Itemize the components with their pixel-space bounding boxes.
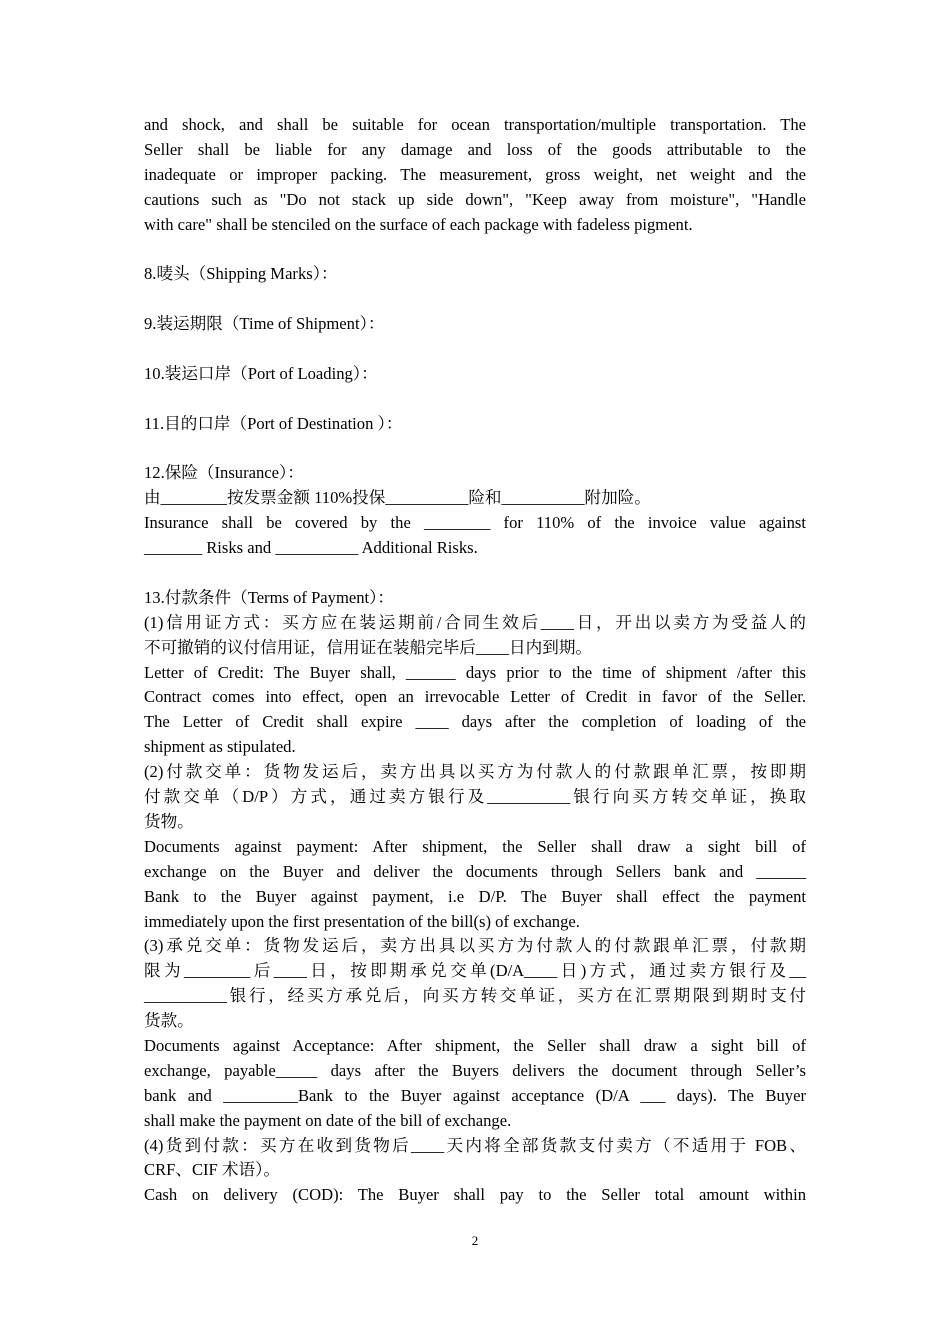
text-line: (1)信用证方式：买方应在装运期前/合同生效后____日，开出以卖方为受益人的 <box>144 612 806 632</box>
page-number: 2 <box>471 1233 479 1248</box>
text-line: __________银行，经买方承兑后，向买方转交单证，买方在汇票期限到期时支付 <box>144 986 806 1006</box>
text-line: Documents against payment: After shipment, the Seller shall draw a sight bill of <box>144 836 806 856</box>
section-heading-port-of-loading: 10.装运口岸（Port of Loading）： <box>144 363 378 383</box>
text-line: (2)付款交单：货物发运后，卖方出具以买方为付款人的付款跟单汇票，按即期 <box>144 762 806 782</box>
text-line: bank and _________Bank to the Buyer against acceptance (D/A ___ days). The Buyer <box>144 1085 806 1105</box>
text-line: 货物。 <box>144 811 194 831</box>
text-line: Insurance shall be covered by the ________ for 110% of the invoice value against <box>144 513 806 533</box>
text-line: Contract comes into effect, open an irrevocable Letter of Credit in favor of the Seller. <box>144 687 806 707</box>
text-line: with care" shall be stenciled on the surface of each package with fadeless pigment. <box>144 214 693 234</box>
packing-clause-continued <box>144 113 806 237</box>
text-line: (4)货到付款：买方在收到货物后____天内将全部货款支付卖方（不适用于 FOB、 <box>144 1135 806 1155</box>
text-line: and shock, and shall be suitable for ocean transportation/multiple transportation. The <box>144 115 806 134</box>
section-heading-shipping-marks: 8.唛头（Shipping Marks）： <box>144 264 338 284</box>
insurance-section <box>144 461 806 561</box>
text-line: 由________按发票金额 110%投保__________险和__________附加险。 <box>144 488 651 508</box>
text-line: exchange on the Buyer and deliver the documents through Sellers bank and ______ <box>144 861 806 881</box>
text-line: cautions such as "Do not stack up side down", "Keep away from moisture", "Handle <box>144 189 806 209</box>
text-line: inadequate or improper packing. The measurement, gross weight, net weight and the <box>144 164 806 184</box>
text-line: Letter of Credit: The Buyer shall, ______ days prior to the time of shipment /after this <box>144 662 806 682</box>
text-line: CRF、CIF 术语）。 <box>144 1160 281 1180</box>
text-line: _______ Risks and __________ Additional Risks. <box>144 538 478 558</box>
section-heading-terms-of-payment: 13.付款条件（Terms of Payment）： <box>144 587 395 607</box>
text-line: 限为________后____日，按即期承兑交单(D/A____日)方式，通过卖方银行及__ <box>144 961 806 981</box>
text-line: shall make the payment on date of the bill of exchange. <box>144 1110 512 1130</box>
text-line: 货款。 <box>144 1011 194 1031</box>
text-line: exchange, payable_____ days after the Buyers delivers the document through Seller’s <box>144 1060 806 1080</box>
text-line: shipment as stipulated. <box>144 737 296 757</box>
text-line: 付款交单（D/P）方式，通过卖方银行及__________银行向买方转交单证，换取 <box>144 787 806 807</box>
section-heading-time-of-shipment: 9.装运期限（Time of Shipment）： <box>144 314 385 334</box>
document-page <box>144 113 806 1208</box>
text-line: Documents against Acceptance: After shipment, the Seller shall draw a sight bill of <box>144 1035 806 1055</box>
text-line: 不可撤销的议付信用证，信用证在装船完毕后____日内到期。 <box>144 637 593 657</box>
text-line: The Letter of Credit shall expire ____ days after the completion of loading of the <box>144 712 806 732</box>
text-line: immediately upon the first presentation of the bill(s) of exchange. <box>144 911 580 931</box>
text-line: Bank to the Buyer against payment, i.e D/P. The Buyer shall effect the payment <box>144 886 806 906</box>
text-line: Seller shall be liable for any damage and loss of the goods attributable to the <box>144 139 806 159</box>
payment-section <box>144 586 806 1208</box>
text-line: (3)承兑交单：货物发运后，卖方出具以买方为付款人的付款跟单汇票，付款期 <box>144 936 806 956</box>
section-heading-port-of-destination: 11.目的口岸（Port of Destination ）： <box>144 413 403 433</box>
text-line: Cash on delivery (COD): The Buyer shall pay to the Seller total amount within <box>144 1185 806 1205</box>
section-heading-insurance: 12.保险（Insurance）： <box>144 463 304 483</box>
